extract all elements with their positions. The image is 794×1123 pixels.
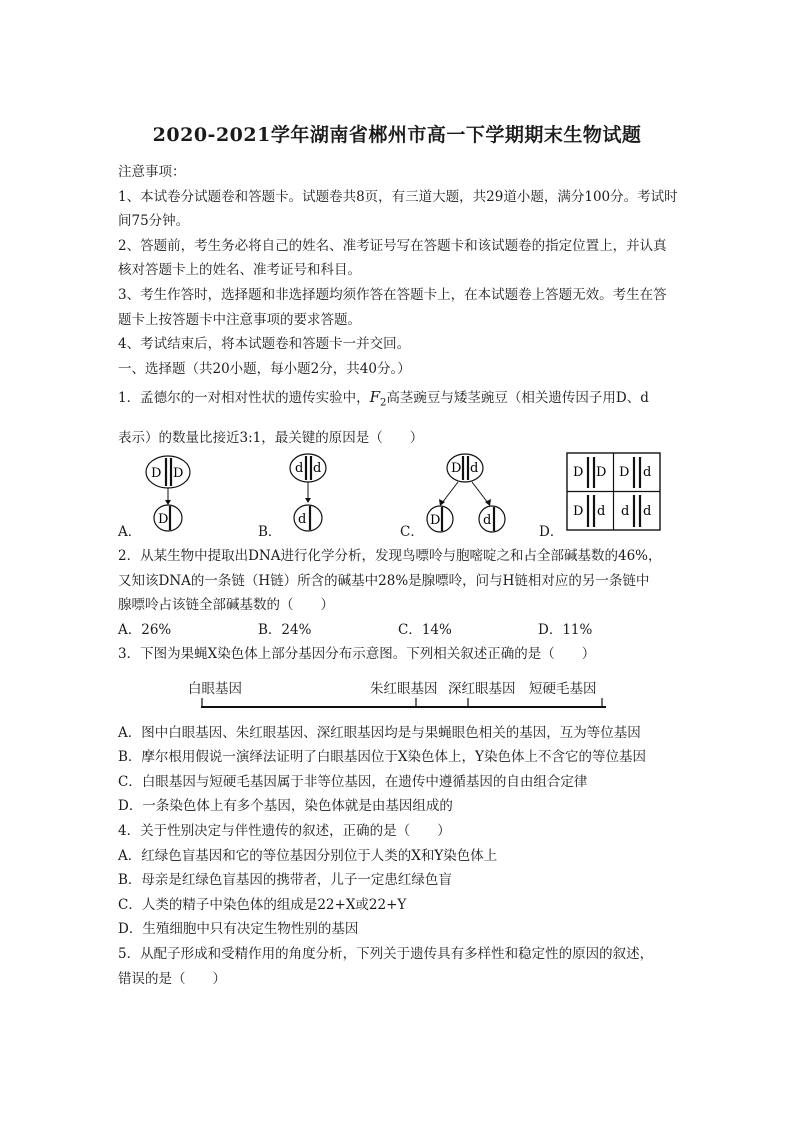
q4-stem: 4．关于性别决定与伴性遗传的叙述，正确的是（ ） — [118, 822, 451, 839]
q3-option-c: C．白眼基因与短硬毛基因属于非等位基因，在遗传中遵循基因的自由组合定律 — [118, 773, 588, 790]
q1-figure-b — [280, 452, 340, 540]
gene-label-vermilion-eye: 朱红眼基因 — [370, 680, 438, 697]
q1-d-allele-4: d — [643, 465, 652, 481]
q5-stem-line2: 错误的是（ ） — [118, 970, 226, 987]
q1-figure-c — [418, 452, 518, 540]
notice-item-2: 2、答题前，考生务必将自己的姓名、准考证号写在答题卡和该试题卷的指定位置上，并认真核对答题卡上的姓名、准考证号和科目。 — [118, 237, 667, 279]
q1-a-allele-1: D — [151, 466, 162, 482]
x-chromosome-line — [198, 695, 610, 711]
q1-stem-line2: 表示）的数量比接近3:1，最关键的原因是（ ） — [118, 429, 424, 446]
q1-d-allele-1: D — [573, 465, 584, 481]
q1-c-allele-3: D — [430, 513, 441, 529]
q3-chromosome-diagram — [118, 671, 678, 717]
q1-figure-a — [140, 452, 200, 540]
q1-stem-pre: 1．孟德尔的一对相对性状的遗传实验中， — [118, 390, 370, 407]
q2-options — [118, 618, 678, 642]
gene-label-white-eye: 白眼基因 — [188, 680, 242, 697]
q1-figures — [118, 452, 678, 542]
q4-option-c: C．人类的精子中染色体的组成是22+X或22+Y — [118, 896, 407, 913]
section-heading: 一、选择题（共20小题，每小题2分，共40分。） — [118, 360, 411, 377]
q1-d-allele-6: d — [597, 504, 606, 520]
q2-option-c: C．14% — [398, 622, 452, 638]
notice-item-4: 4、考试结束后，将本试题卷和答题卡一并交回。 — [118, 336, 411, 353]
q1-d-allele-3: D — [619, 465, 630, 481]
q1-option-b: B． — [258, 524, 282, 541]
exam-content — [118, 160, 678, 991]
q4-option-a: A．红绿色盲基因和它的等位基因分别位于人类的X和Y染色体上 — [118, 847, 498, 864]
q3-option-a: A．图中白眼基因、朱红眼基因、深红眼基因均是与果蝇眼色相关的基因，互为等位基因 — [118, 724, 641, 741]
q2-option-a: A．26% — [118, 622, 172, 638]
q4-option-d: D．生殖细胞中只有决定生物性别的基因 — [118, 921, 359, 938]
q1-f: F — [369, 388, 381, 407]
q1-b-allele-3: d — [298, 512, 307, 528]
q1-stem-line1 — [118, 385, 678, 416]
q3-option-d: D．一条染色体上有多个基因，染色体就是由基因组成的 — [118, 798, 453, 815]
q5-stem-line1: 5．从配子形成和受精作用的角度分析，下列关于遗传具有多样性和稳定性的原因的叙述， — [118, 945, 654, 962]
q1-c-allele-1: D — [451, 461, 462, 477]
q1-f-sub: 2 — [380, 398, 387, 410]
q1-a-allele-3: D — [158, 512, 169, 528]
q3-stem: 3．下图为果蝇X染色体上部分基因分布示意图。下列相关叙述正确的是（ ） — [118, 646, 596, 662]
q1-option-d: D． — [539, 524, 564, 541]
gene-label-deep-red-eye: 深红眼基因 — [448, 680, 516, 697]
q1-d-allele-2: D — [596, 465, 607, 481]
gene-label-short-bristle: 短硬毛基因 — [529, 680, 597, 697]
notice-heading: 注意事项： — [118, 164, 186, 180]
q2-option-d: D．11% — [538, 622, 593, 638]
q1-d-allele-5: D — [573, 504, 584, 520]
q1-option-c: C． — [400, 524, 424, 541]
q1-b-allele-1: d — [295, 461, 304, 477]
q1-option-a: A． — [118, 524, 142, 541]
notice-item-3: 3、考生作答时，选择题和非选择题均须作答在答题卡上，在本试题卷上答题无效。考生在答题卡上按答题卡中注意事项的要求答题。 — [118, 286, 667, 328]
q4-option-b: B．母亲是红绿色盲基因的携带者，儿子一定患红绿色盲 — [118, 872, 452, 889]
q2-option-b: B．24% — [258, 622, 312, 638]
q1-c-allele-2: d — [470, 461, 479, 477]
q1-c-allele-4: d — [483, 513, 492, 529]
q1-figure-d — [566, 452, 662, 532]
page-title: 2020-2021学年湖南省郴州市高一下学期期末生物试题 — [152, 124, 642, 146]
q1-d-allele-7: d — [621, 504, 630, 520]
notice-item-1: 1、本试卷分试题卷和答题卡。试题卷共8页，有三道大题，共29道小题，满分100分。考试时间75分钟。 — [118, 188, 678, 230]
q1-b-allele-2: d — [313, 461, 322, 477]
q1-a-allele-2: D — [173, 466, 184, 482]
q2-stem-line1: 2．从某生物中提取出DNA进行化学分析，发现鸟嘌呤与胞嘧啶之和占全部碱基数的46%， — [118, 548, 662, 565]
q3-option-b: B．摩尔根用假说一演绎法证明了白眼基因位于X染色体上，Y染色体上不含它的等位基因 — [118, 749, 646, 766]
q2-stem-line3: 腺嘌呤占该链全部碱基数的（ ） — [118, 597, 334, 614]
q1-stem-post: 高茎豌豆与矮茎豌豆（相关遗传因子用D、d — [386, 390, 649, 407]
q2-stem-line2: 又知该DNA的一条链（H链）所含的碱基中28%是腺嘌呤，问与H链相对应的另一条链中 — [118, 572, 650, 589]
q1-d-allele-8: d — [643, 504, 652, 520]
